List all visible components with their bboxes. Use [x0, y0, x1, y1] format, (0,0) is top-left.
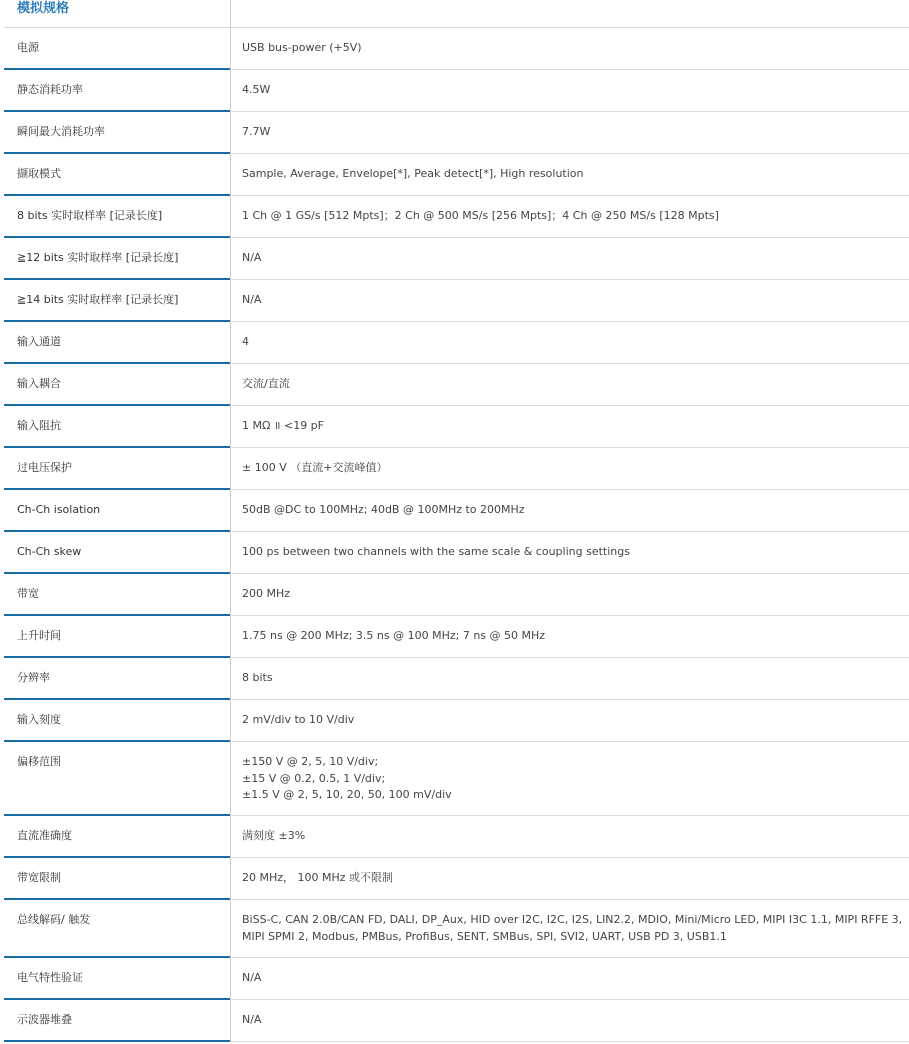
spec-value	[230, 322, 909, 363]
spec-label: 电源	[4, 28, 230, 69]
spec-label: 总线解码/ 触发	[4, 900, 230, 957]
spec-value-line: BiSS-C, CAN 2.0B/CAN FD, DALI, DP_Aux, HID over I2C, I2C, I2S, LIN2.2, MDIO, Mini/Micro LED, MIPI I3C 1.1, MIPI RFFE 3,	[242, 913, 903, 926]
spec-value	[230, 448, 909, 489]
spec-row	[4, 280, 909, 322]
spec-row	[4, 364, 909, 406]
spec-value	[230, 858, 909, 899]
spec-value-line: ± 100 V （直流+交流峰值）	[242, 461, 388, 474]
spec-label: ≧14 bits 实时取样率 [记录长度]	[4, 280, 230, 321]
spec-row	[4, 816, 909, 858]
spec-label: 输入通道	[4, 322, 230, 363]
spec-value	[230, 490, 909, 531]
spec-value-line: ±1.5 V @ 2, 5, 10, 20, 50, 100 mV/div	[242, 788, 452, 801]
spec-value-line: MIPI SPMI 2, Modbus, PMBus, ProfiBus, SENT, SMBus, SPI, SVI2, UART, USB PD 3, USB1.1	[242, 929, 727, 943]
spec-value-line: N/A	[242, 1013, 262, 1026]
spec-value-line: 1.75 ns @ 200 MHz; 3.5 ns @ 100 MHz; 7 ns @ 50 MHz	[242, 629, 546, 642]
spec-value-line: 2 mV/div to 10 V/div	[242, 713, 355, 726]
spec-value-line: USB bus-power (+5V)	[242, 41, 362, 54]
spec-value-line: 1 Ch @ 1 GS/s [512 Mpts]；2 Ch @ 500 MS/s [256 Mpts]；4 Ch @ 250 MS/s [128 Mpts]	[242, 209, 719, 222]
spec-value-line: 交流/直流	[242, 377, 290, 390]
spec-row	[4, 1000, 909, 1042]
spec-row	[4, 448, 909, 490]
spec-value	[230, 280, 909, 321]
spec-row	[4, 112, 909, 154]
spec-value	[230, 70, 909, 111]
spec-value-line: 7.7W	[242, 125, 271, 138]
spec-label: 偏移范围	[4, 742, 230, 815]
spec-label: 输入阻抗	[4, 406, 230, 447]
spec-label: 撷取模式	[4, 154, 230, 195]
spec-rows	[4, 28, 909, 1042]
spec-label: Ch-Ch isolation	[4, 490, 230, 531]
spec-label: 电气特性验证	[4, 958, 230, 999]
spec-value	[230, 742, 909, 815]
spec-value	[230, 364, 909, 405]
spec-row	[4, 958, 909, 1000]
spec-value	[230, 28, 909, 69]
section-header-value	[230, 0, 909, 27]
spec-label: 分辨率	[4, 658, 230, 699]
spec-row	[4, 532, 909, 574]
spec-value-line: 满刻度 ±3%	[242, 829, 306, 842]
spec-label: 输入刻度	[4, 700, 230, 741]
analog-spec-table	[4, 0, 909, 1042]
spec-label: 输入耦合	[4, 364, 230, 405]
spec-row	[4, 858, 909, 900]
spec-value	[230, 958, 909, 999]
spec-row	[4, 196, 909, 238]
spec-row	[4, 574, 909, 616]
spec-value-line: N/A	[242, 971, 262, 984]
spec-value-line: 50dB @DC to 100MHz; 40dB @ 100MHz to 200MHz	[242, 503, 525, 516]
spec-label: 过电压保护	[4, 448, 230, 489]
spec-label: 上升时间	[4, 616, 230, 657]
spec-row	[4, 900, 909, 958]
spec-value-line: 1 MΩ ॥ <19 pF	[242, 419, 324, 432]
spec-row	[4, 238, 909, 280]
spec-row	[4, 658, 909, 700]
spec-row	[4, 742, 909, 816]
spec-value	[230, 1000, 909, 1041]
spec-row	[4, 154, 909, 196]
spec-label: 示波器堆叠	[4, 1000, 230, 1041]
spec-value-line: Sample, Average, Envelope[*], Peak detect[*], High resolution	[242, 167, 584, 180]
spec-value	[230, 616, 909, 657]
section-title: 模拟规格	[17, 1, 70, 16]
spec-value	[230, 238, 909, 279]
spec-value	[230, 532, 909, 573]
spec-row	[4, 70, 909, 112]
spec-value-line: ±15 V @ 0.2, 0.5, 1 V/div;	[242, 771, 386, 785]
spec-row	[4, 322, 909, 364]
spec-value-line: N/A	[242, 293, 262, 306]
spec-label: 带宽	[4, 574, 230, 615]
spec-label: 8 bits 实时取样率 [记录长度]	[4, 196, 230, 237]
spec-label: Ch-Ch skew	[4, 532, 230, 573]
spec-value	[230, 574, 909, 615]
spec-label: 瞬间最大消耗功率	[4, 112, 230, 153]
spec-label: 带宽限制	[4, 858, 230, 899]
spec-label: 静态消耗功率	[4, 70, 230, 111]
spec-label: 直流准确度	[4, 816, 230, 857]
spec-value-line: 8 bits	[242, 671, 273, 684]
spec-value	[230, 658, 909, 699]
spec-row	[4, 406, 909, 448]
spec-value	[230, 112, 909, 153]
spec-value	[230, 196, 909, 237]
spec-value-line: 4.5W	[242, 83, 271, 96]
spec-value-line: N/A	[242, 251, 262, 264]
spec-row	[4, 28, 909, 70]
spec-value-line: ±150 V @ 2, 5, 10 V/div;	[242, 755, 379, 768]
spec-value	[230, 700, 909, 741]
spec-label: ≧12 bits 实时取样率 [记录长度]	[4, 238, 230, 279]
spec-value-line: 20 MHz， 100 MHz 或不限制	[242, 871, 394, 884]
spec-value	[230, 154, 909, 195]
spec-row	[4, 616, 909, 658]
spec-value-line: 200 MHz	[242, 587, 291, 600]
spec-value	[230, 900, 909, 957]
section-header-row	[4, 0, 909, 28]
spec-value	[230, 816, 909, 857]
spec-value-line: 4	[242, 335, 249, 348]
spec-value	[230, 406, 909, 447]
spec-row	[4, 490, 909, 532]
spec-row	[4, 700, 909, 742]
spec-value-line: 100 ps between two channels with the same scale & coupling settings	[242, 545, 630, 558]
